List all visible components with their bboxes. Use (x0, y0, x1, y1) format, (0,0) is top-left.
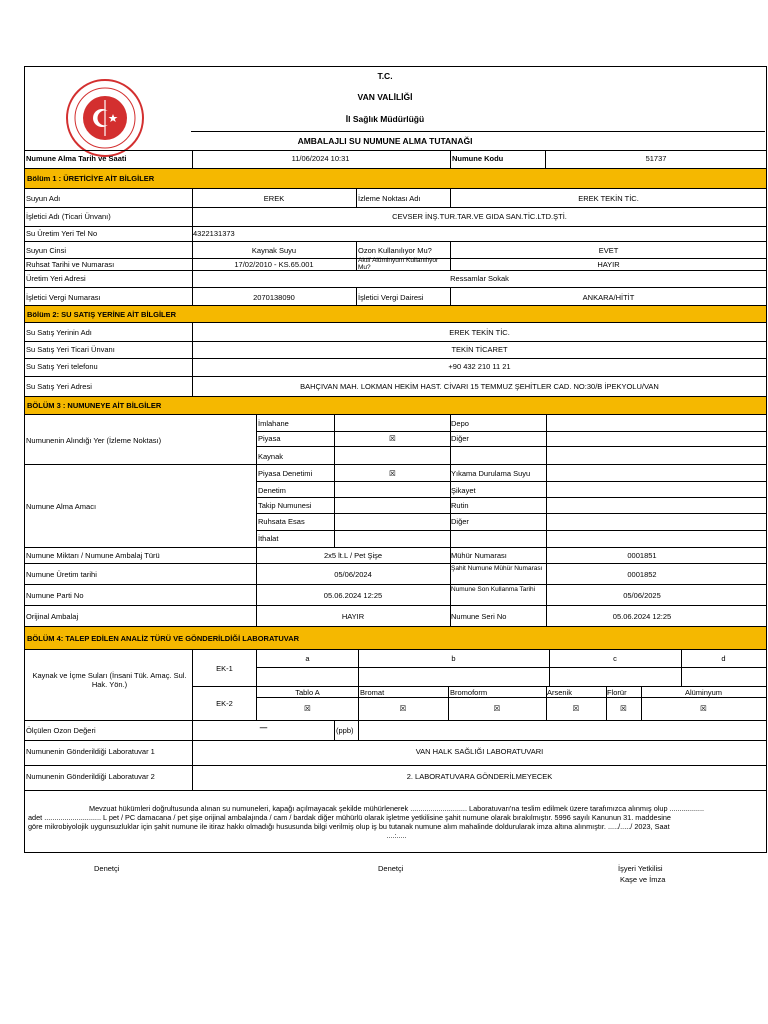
alindigi-yer-label: Numunenin Alındığı Yer (İzleme Noktası) (26, 436, 162, 445)
olculen-ozon-label: Ölçülen Ozon Değeri (26, 726, 96, 735)
ek2-check-bromoform[interactable]: ☒ (493, 704, 501, 713)
section1-header: Bölüm 1 : ÜRETİCİYE AİT BİLGİLER (25, 168, 766, 189)
isletici-adi-value: CEVSER İNŞ.TUR.TAR.VE GIDA SAN.TİC.LTD.ŞTİ. (392, 212, 567, 221)
satis-tel-label: Su Satış Yeri telefonu (26, 362, 98, 371)
ek1-col-d: d (721, 654, 726, 663)
rutin-label: Rutin (451, 501, 469, 510)
ek2-col-aluminyum: Alüminyum (684, 688, 723, 697)
parti-value: 05.06.2024 12:25 (323, 591, 383, 600)
form-table (24, 66, 767, 853)
denetim-label: Denetim (258, 486, 286, 495)
vergi-no-label: İşletici Vergi Numarası (26, 293, 101, 302)
orijinal-label: Orijinal Ambalaj (26, 612, 79, 621)
code-label: Numune Kodu (452, 154, 504, 163)
section2-header: Bölüm 2: SU SATIŞ YERİNE AİT BİLGİLER (25, 305, 766, 323)
ek2-col-tablo: Tablo A (295, 688, 320, 697)
code-value: 51737 (645, 154, 667, 163)
tc-label: T.C. (377, 71, 393, 81)
signature-denetci-2: Denetçi (378, 864, 404, 873)
adres-label: Üretim Yeri Adresi (26, 274, 86, 283)
miktar-label: Numune Miktarı / Numune Ambalaj Türü (26, 551, 160, 560)
signature-isyeri-yetkilisi: İşyeri Yetkilisi (618, 864, 663, 873)
ek2-col-bromat: Bromat (360, 688, 385, 697)
sikayet-label: Şikayet (451, 486, 476, 495)
signature-denetci-1: Denetçi (94, 864, 120, 873)
parti-label: Numune Parti No (26, 591, 84, 600)
aktif-label: Aktif Alüminyum Kullanılıyor Mu? (358, 257, 439, 271)
aktif-value: HAYIR (597, 260, 620, 269)
ek1-col-c: c (613, 654, 617, 663)
muhur-value: 0001851 (627, 551, 657, 560)
seri-value: 05.06.2024 12:25 (612, 612, 672, 621)
piyasa-check[interactable]: ☒ (389, 434, 396, 443)
ithalat-label: İthalat (258, 534, 279, 543)
section4-header: BÖLÜM 4: TALEP EDİLEN ANALİZ TÜRÜ VE GÖNDERİLDİĞİ LABORATUVAR (25, 626, 766, 650)
sahit-value: 0001852 (627, 570, 657, 579)
lab1-value: VAN HALK SAĞLIĞI LABORATUVARI (415, 747, 544, 756)
depo-label: Depo (451, 419, 469, 428)
orijinal-value: HAYIR (341, 612, 365, 621)
ek1-label: EK-1 (216, 664, 233, 673)
ministry-logo (65, 78, 145, 158)
ek2-check-aluminyum[interactable]: ☒ (700, 704, 707, 713)
date-label: Numune Alma Tarih ve Saati (26, 154, 127, 163)
miktar-value: 2x5 lt.L / Pet Şişe (323, 551, 383, 560)
suyun-adi-label: Suyun Adı (26, 194, 61, 203)
izleme-label: İzleme Noktası Adı (358, 194, 421, 203)
adres-value: Ressamlar Sokak (450, 274, 509, 283)
mudurluk-label: İl Sağlık Müdürlüğü (345, 114, 425, 124)
ozon-label: Ozon Kullanılıyor Mu? (358, 246, 432, 255)
sahit-label: Şahit Numune Mühür Numarası (451, 565, 543, 572)
piyasa-denetimi-check[interactable]: ☒ (389, 469, 396, 478)
ek2-col-bromoform: Bromoform (450, 688, 488, 697)
ek2-check-arsenik[interactable]: ☒ (572, 704, 580, 713)
isletici-adi-label: İşletici Adı (Ticari Ünvanı) (26, 212, 111, 221)
ozon-value: EVET (598, 246, 619, 255)
uretim-label: Numune Üretim tarihi (26, 570, 97, 579)
piyasa-denetimi-label: Piyasa Denetimi (258, 469, 313, 478)
satis-ad-value: EREK TEKİN TİC. (449, 328, 510, 337)
ruhsata-label: Ruhsata Esas (258, 517, 305, 526)
muhur-label: Mühür Numarası (451, 551, 507, 560)
satis-ad-label: Su Satış Yerinin Adı (26, 328, 92, 337)
ek1-col-b: b (451, 654, 456, 663)
satis-unvan-label: Su Satış Yeri Ticari Ünvanı (26, 345, 115, 354)
takip-label: Takip Numunesi (258, 501, 312, 510)
footer-line1: Mevzuat hükümleri doğrultusunda alınan su numuneleri, kapağı açılmayacak şekilde mühürlenerek ............................ Laboratuvarı'na teslim edilmek üzere tarafımızca alınmış olup ................. (88, 804, 705, 813)
section3-header: BÖLÜM 3 : NUMUNEYE AİT BİLGİLER (25, 396, 766, 415)
ek1-col-a: a (305, 654, 310, 663)
son-kul-value: 05/06/2025 (623, 591, 661, 600)
vergi-dairesi-value: ANKARA/HİTİT (582, 293, 635, 302)
signature-kase-imza: Kaşe ve İmza (620, 875, 666, 884)
diger2-label: Diğer (451, 517, 469, 526)
uretim-value: 05/06/2024 (334, 570, 372, 579)
ek2-label: EK-2 (216, 699, 233, 708)
ppb-label: (ppb) (336, 726, 354, 735)
satis-tel-value: +90 432 210 11 21 (448, 362, 511, 371)
vergi-dairesi-label: İşletici Vergi Dairesi (358, 293, 424, 302)
lab1-label: Numunenin Gönderildiği Laboratuvar 1 (26, 747, 155, 756)
imlahane-label: İmlahane (258, 419, 289, 428)
cins-value: Kaynak Suyu (251, 246, 297, 255)
lab2-value: 2. LABORATUVARA GÖNDERİLMEYECEK (406, 772, 553, 781)
footer-line4: ....:..... (386, 831, 407, 840)
valilik-label: VAN VALİLİĞİ (357, 92, 413, 102)
ek2-col-florur: Florür (607, 688, 627, 697)
form-title: AMBALAJLI SU NUMUNE ALMA TUTANAĞI (297, 136, 473, 146)
seri-label: Numune Seri No (451, 612, 507, 621)
ek2-check-tablo[interactable]: ☒ (304, 704, 311, 713)
lab2-label: Numunenin Gönderildiği Laboratuvar 2 (26, 772, 155, 781)
ek2-col-arsenik: Arsenik (547, 688, 573, 697)
diger1-label: Diğer (451, 434, 469, 443)
footer-line2: adet ............................ L pet / PC damacana / pet şişe orijinal ambalajında / cam / bardak diğer mühürlü olarak işletme yetkilisine şahit numune olarak bırakılmıştır. 5996 sayılı Kanunun 31. maddesine (28, 813, 671, 822)
satis-unvan-value: TEKİN TİCARET (451, 345, 508, 354)
olculen-ozon-value: — (259, 723, 268, 732)
vergi-no-value: 2070138090 (253, 293, 295, 302)
ruhsat-label: Ruhsat Tarihi ve Numarası (26, 260, 115, 269)
ek2-check-bromat[interactable]: ☒ (399, 704, 407, 713)
son-kul-label: Numune Son Kullanma Tarihi (451, 586, 536, 593)
satis-adres-value: BAHÇIVAN MAH. LOKMAN HEKİM HAST. CİVARI 15 TEMMUZ ŞEHİTLER CAD. NO:30/B İPEKYOLU/VAN (300, 382, 659, 391)
ek2-check-florur[interactable]: ☒ (620, 704, 627, 713)
satis-adres-label: Su Satış Yeri Adresi (26, 382, 92, 391)
footer-line3: göre mikrobiyolojik uygunsuzluklar için şahit numune ile itiraz hakkı olmadığı hususunda bilgi verilmiş olup iş bu tutanak numune alım mahalinde doldurularak imza altına alınmıştır. ...../...../ 2023, Saat (28, 822, 670, 831)
kaynak-label: Kaynak (258, 452, 284, 461)
izleme-value: EREK TEKİN TİC. (578, 194, 639, 203)
suyun-adi-value: EREK (263, 194, 285, 203)
kaynak-icme-label: Kaynak ve İçme Suları (İnsani Tük. Amaç. Sul. Hak. Yön.) (32, 671, 187, 689)
tel-label: Su Üretim Yeri Tel No (26, 229, 98, 238)
ruhsat-value: 17/02/2010 - KS.65.001 (234, 260, 314, 269)
date-value: 11/06/2024 10:31 (291, 154, 350, 163)
cins-label: Suyun Cinsi (26, 246, 67, 255)
yikama-label: Yıkama Durulama Suyu (451, 469, 531, 478)
amac-label: Numune Alma Amacı (26, 502, 97, 511)
piyasa-label: Piyasa (258, 434, 281, 443)
tel-value: 4322131373 (193, 229, 235, 238)
